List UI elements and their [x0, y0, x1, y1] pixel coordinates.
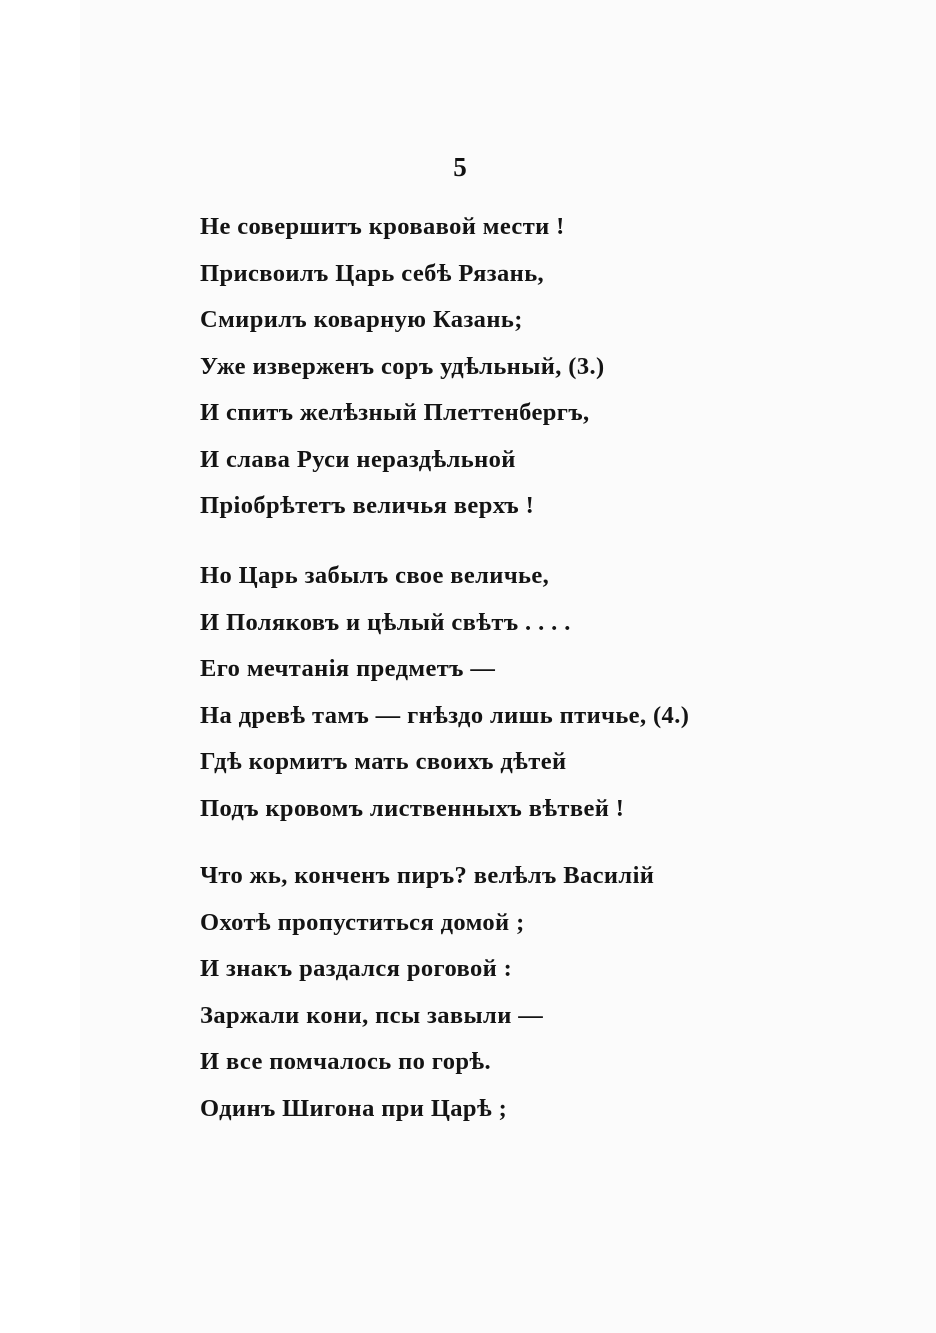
stanza-1 [200, 204, 605, 530]
poem-line: Уже изверженъ соръ удѣльный, (3.) [200, 352, 605, 380]
poem-line: На древѣ тамъ — гнѣздо лишь птичье, (4.) [200, 701, 690, 729]
stanza-3 [200, 853, 654, 1132]
poem-line: Что жь, конченъ пиръ? велѣлъ Василій [200, 862, 655, 889]
poem-line: Пріобрѣтетъ величья верхъ ! [200, 492, 535, 519]
poem-line: И Поляковъ и цѣлый свѣтъ . . . . [200, 608, 571, 636]
poem-line: Заржали кони, псы завыли — [200, 1001, 544, 1029]
poem-line: Смирилъ коварную Казань; [200, 306, 523, 333]
poem-line: Его мечтанія предметъ — [200, 655, 496, 682]
poem-line: И слава Руси нераздѣльной [200, 445, 516, 473]
poem-line: Не совершитъ кровавой мести ! [200, 213, 565, 240]
poem-line: Охотѣ пропуститься домой ; [200, 908, 525, 936]
poem-line: И все помчалось по горѣ. [200, 1048, 492, 1075]
stanza-2 [200, 553, 689, 832]
poem-line: Подъ кровомъ лиственныхъ вѣтвей ! [200, 794, 625, 822]
poem-line: Присвоилъ Царь себѣ Рязань, [200, 259, 545, 287]
poem-line: И знакъ раздался роговой : [200, 955, 513, 982]
poem-line: И спитъ желѣзный Плеттенбергъ, [200, 399, 590, 426]
poem-line: Но Царь забылъ свое величье, [200, 562, 550, 589]
poem-line: Гдѣ кормитъ мать своихъ дѣтей [200, 748, 567, 775]
poem-line: Одинъ Шигона при Царѣ ; [200, 1094, 508, 1122]
page-number: 5 [453, 152, 467, 182]
